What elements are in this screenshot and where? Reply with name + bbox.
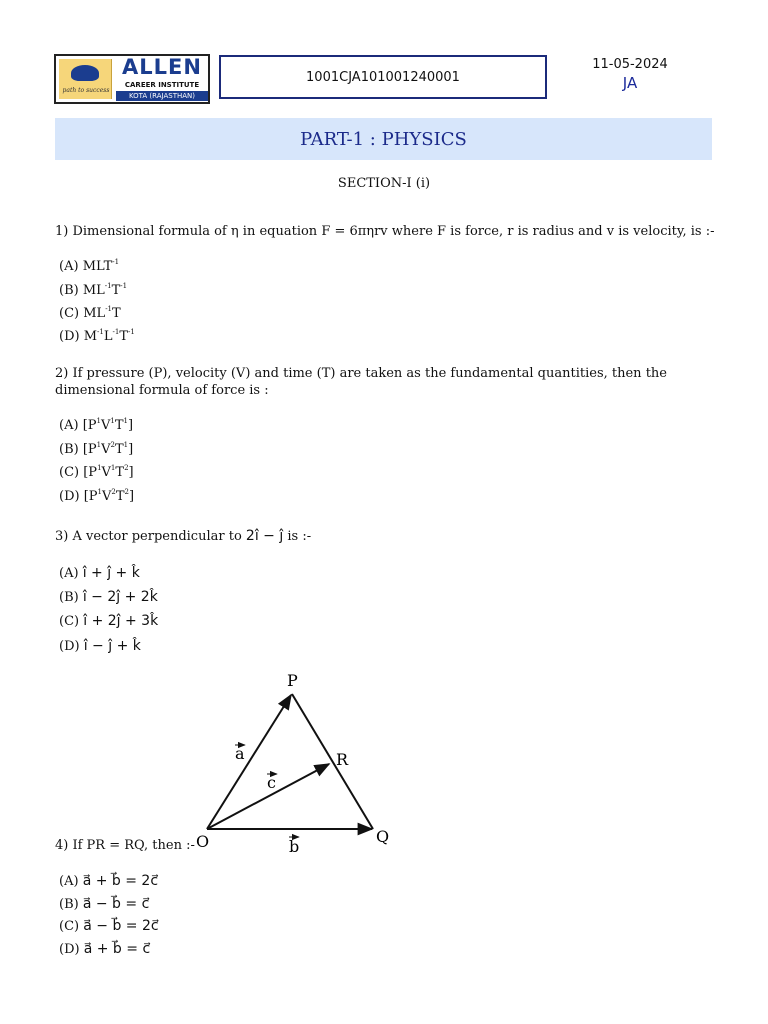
- vector-triangle-diagram: [195, 668, 405, 858]
- graduation-cap-icon: [59, 59, 112, 99]
- q1-option-b[interactable]: (B) $ML^{-1}T^{-1}$: [59, 282, 128, 298]
- q4-option-b[interactable]: (B) a⃗ − b⃗ = c⃗: [59, 896, 150, 912]
- exam-date: 11-05-2024: [592, 57, 668, 72]
- logo-location: KOTA (RAJASTHAN): [116, 91, 208, 101]
- allen-logo: [54, 54, 210, 104]
- label-q: Q: [376, 827, 390, 846]
- q3-option-a[interactable]: (A) î + ĵ + k̂: [59, 565, 140, 581]
- logo-brand: ALLEN: [122, 55, 202, 79]
- q1-option-d[interactable]: (D) $M^{-1}L^{-1}T^{-1}$: [59, 328, 135, 344]
- q2-option-b[interactable]: (B) $[P^1V^2T^1]$: [59, 441, 134, 457]
- label-a: a: [235, 744, 245, 763]
- section-title: SECTION-I (i): [337, 176, 431, 191]
- q2-option-d[interactable]: (D) $[P^1V^2T^2]$: [59, 488, 135, 504]
- side-pq-line: [292, 694, 373, 829]
- paper-type: JA: [622, 74, 638, 92]
- q1-option-c[interactable]: (C) $ML^{-1}T$: [59, 305, 121, 321]
- q3-option-b[interactable]: (B) î − 2ĵ + 2k̂: [59, 589, 158, 605]
- q4-option-d[interactable]: (D) a⃗ + b⃗ = c⃗: [59, 941, 151, 957]
- label-c: c: [267, 773, 276, 792]
- q3-option-c[interactable]: (C) î + 2ĵ + 3k̂: [59, 613, 159, 629]
- q4-option-c[interactable]: (C) a⃗ − b⃗ = 2c⃗: [59, 918, 159, 934]
- q1-option-a[interactable]: (A) $MLT^{-1}$: [59, 258, 120, 274]
- q2-option-c[interactable]: (C) $[P^1V^1T^2]$: [59, 464, 134, 480]
- question-3-text: 3) A vector perpendicular to 2î − ĵ is :-: [55, 528, 312, 544]
- label-b: b: [289, 837, 300, 856]
- label-r: R: [336, 750, 349, 769]
- question-4-text: 4) If PR = RQ, then :-: [55, 838, 195, 853]
- q4-option-a[interactable]: (A) a⃗ + b⃗ = 2c⃗: [59, 873, 159, 889]
- q3-option-d[interactable]: (D) î − ĵ + k̂: [59, 638, 141, 654]
- q2-option-a[interactable]: (A) $[P^1V^1T^1]$: [59, 417, 134, 433]
- label-o: O: [196, 832, 210, 851]
- label-p: P: [287, 671, 298, 690]
- part-title: PART-1 : PHYSICS: [300, 128, 467, 150]
- part-banner: [55, 118, 712, 160]
- logo-subtitle: CAREER INSTITUTE: [124, 81, 200, 89]
- q3-vector-expression: 2î − ĵ: [245, 528, 284, 544]
- question-2-text: 2) If pressure (P), velocity (V) and time (T) are taken as the fundamental quantities, then the dimensional formula of force is :: [55, 366, 667, 398]
- paper-code: 1001CJA101001240001: [306, 69, 460, 85]
- logo-tagline: path to success: [62, 87, 110, 94]
- question-1-text: 1) Dimensional formula of η in equation F = 6πηrv where F is force, r is radius and v is velocity, is :-: [55, 224, 715, 239]
- vector-a-line: [207, 695, 291, 829]
- paper-code-box: [219, 55, 547, 99]
